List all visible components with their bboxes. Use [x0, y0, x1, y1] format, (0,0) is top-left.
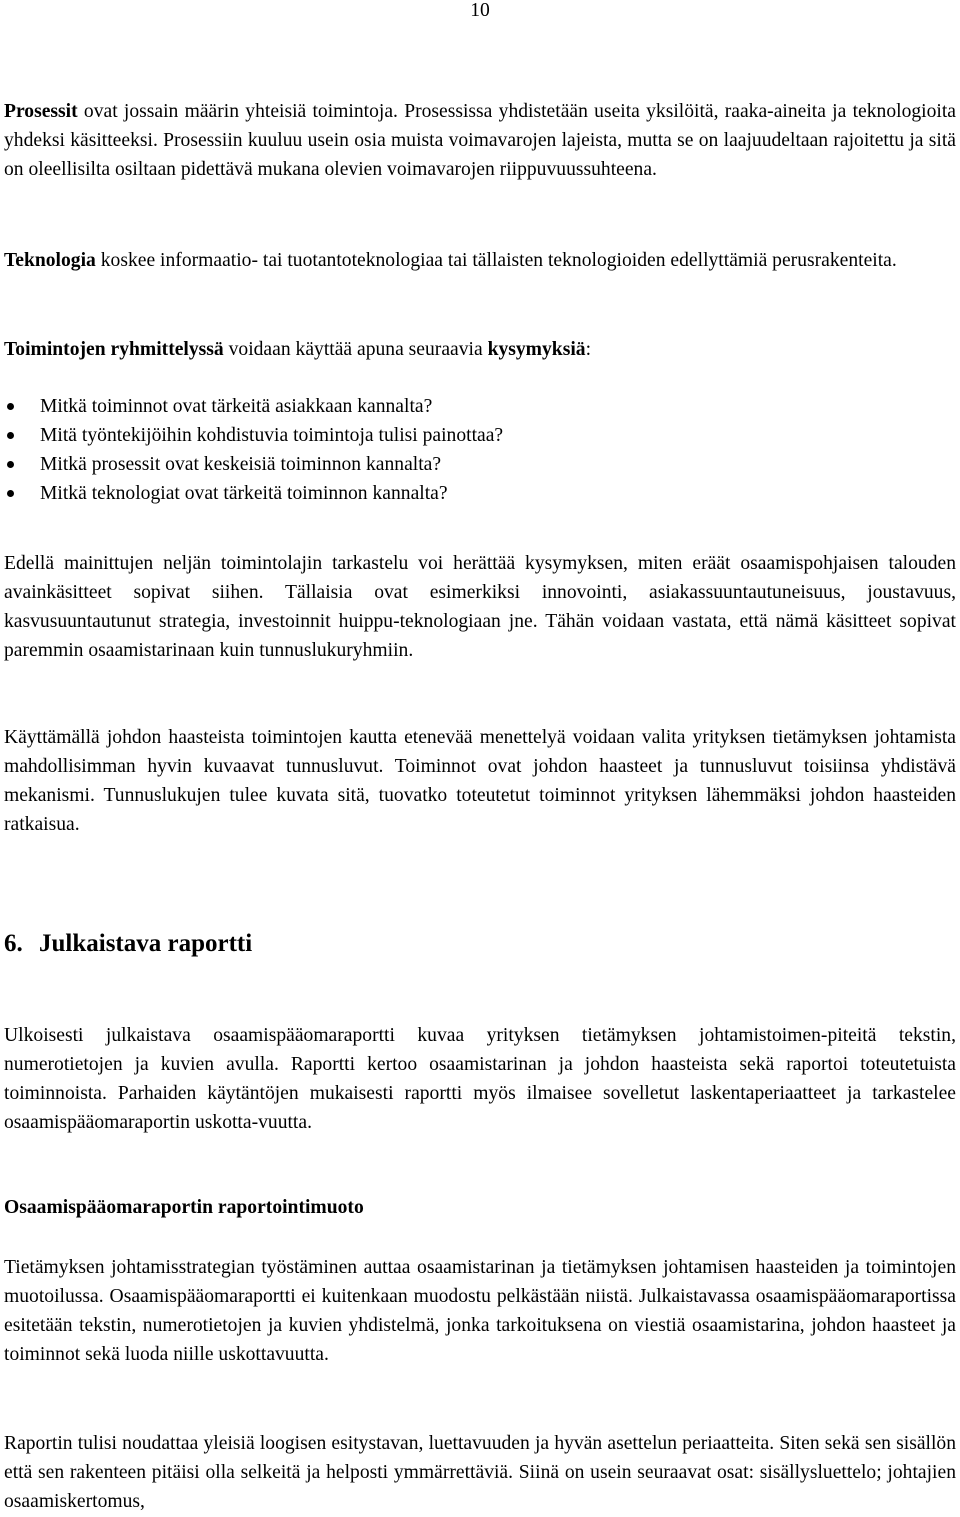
section-title: Julkaistava raportti: [39, 930, 253, 957]
term-kysymyksia: kysymyksiä: [487, 339, 586, 360]
paragraph-tunnusluvut: Käyttämällä johdon haasteista toimintojen kautta etenevää menettelyä voidaan valita yrityksen tietämyksen johtamista mahdollisimman hyvin kuvaavat tunnusluvut. Toiminnot ovat johdon haasteet ja tunnusluvut toisiinsa yhdistävä mekanismi. Tunnuslukujen tulee kuvata sitä, tuovatko toteutetut toiminnot yrityksen lähemmäksi johdon haasteiden ratkaisua.: [4, 727, 956, 835]
paragraph-avainkasitteet: Edellä mainittujen neljän toimintolajin tarkastelu voi herättää kysymyksen, miten eräät osaamispohjaisen talouden avainkäsitteet sopivat siihen. Tällaisia ovat esimerkiksi innovointi, asiakassuuntautuneisuus, joustavuus, kasvusuuntautunut strategia, investoinnit huippu-teknologiaan jne. Tähän voidaan vastata, että nämä käsitteet sopivat paremmin osaamistarinaan kuin tunnuslukuryhmiin.: [4, 553, 956, 661]
subsection-heading: Osaamispääomaraportin raportointimuoto: [4, 1197, 364, 1218]
paragraph-text: ovat jossain määrin yhteisiä toimintoja. Prosessissa yhdistetään useita yksilöitä, raaka-aineita ja teknologioita yhdeksi käsitteeksi. Prosessiin kuuluu usein osia muista voimavarojen lajeista, mutta se on laajuudeltaan rajoitettu ja sitä on oleellisilta osiltaan pidettävä mukana olevien voimavarojen riippuvuussuhteena.: [4, 101, 956, 180]
question-text: Mitkä prosessit ovat keskeisiä toiminnon kannalta?: [40, 454, 442, 475]
list-item: [4, 392, 944, 421]
question-text: Mitkä toiminnot ovat tärkeitä asiakkaan kannalta?: [40, 396, 433, 417]
bullet-icon: [7, 490, 14, 497]
paragraph-text: voidaan käyttää apuna seuraavia: [223, 339, 488, 360]
section-number: 6.: [4, 930, 23, 957]
paragraph-text: koskee informaatio- tai tuotantoteknologiaa tai tällaisten teknologioiden edellyttämiä perusrakenteita.: [95, 250, 897, 271]
list-item: [4, 450, 944, 479]
list-item: [4, 479, 944, 508]
paragraph-julkaistava-raportti: Ulkoisesti julkaistava osaamispääomaraportti kuvaa yrityksen tietämyksen johtamistoimen-piteitä tekstin, numerotietojen ja kuvien avulla. Raportti kertoo osaamistarinan ja johdon haasteista sekä raportoi toteutetuista toiminnoista. Parhaiden käytäntöjen mukaisesti raportti myös ilmaisee sovelletut laskentaperiaatteet ja tarkastelee osaamispääomaraportin uskotta-vuutta.: [4, 1025, 956, 1133]
paragraph-teknologia: [4, 246, 956, 275]
bullet-icon: [7, 403, 14, 410]
page-number: 10: [470, 0, 490, 21]
paragraph-raportointimuoto: Tietämyksen johtamisstrategian työstäminen auttaa osaamistarinan ja tietämyksen johtamisen haasteiden ja toimintojen muotoilussa. Osaamispääomaraportti ei kuitenkaan muodostu pelkästään niistä. Julkaistavassa osaamispääomaraportissa esitetään tekstin, numerotietojen ja kuvien yhdistelmä, jonka tarkoituksena on viestiä osaamistarina, johdon haasteet ja toiminnot sekä luoda niille uskottavuutta.: [4, 1257, 956, 1365]
paragraph-toimintojen-ryhmittely: [4, 335, 956, 364]
list-item: [4, 421, 944, 450]
bullet-icon: [7, 461, 14, 468]
question-text: Mitkä teknologiat ovat tärkeitä toiminnon kannalta?: [40, 483, 448, 504]
section-heading: [4, 924, 944, 964]
question-list: [4, 392, 944, 508]
term-teknologia: Teknologia: [4, 250, 96, 271]
paragraph-raportin-rakenne: Raportin tulisi noudattaa yleisiä loogisen esitystavan, luettavuuden ja hyvän asettelun periaatteita. Siten sekä sen sisällön että sen rakenteen pitäisi olla selkeitä ja helposti ymmärrettäviä. Siinä on usein seuraavat osat: sisällysluettelo; johtajien osaamiskertomus,: [4, 1433, 956, 1512]
paragraph-prosessit: [4, 97, 956, 184]
question-text: Mitä työntekijöihin kohdistuvia toimintoja tulisi painottaa?: [40, 425, 504, 446]
paragraph-text-end: :: [585, 339, 592, 360]
bullet-icon: [7, 432, 14, 439]
term-prosessit: Prosessit: [4, 101, 78, 122]
term-toimintojen-ryhmittelyssa: Toimintojen ryhmittelyssä: [4, 339, 224, 360]
